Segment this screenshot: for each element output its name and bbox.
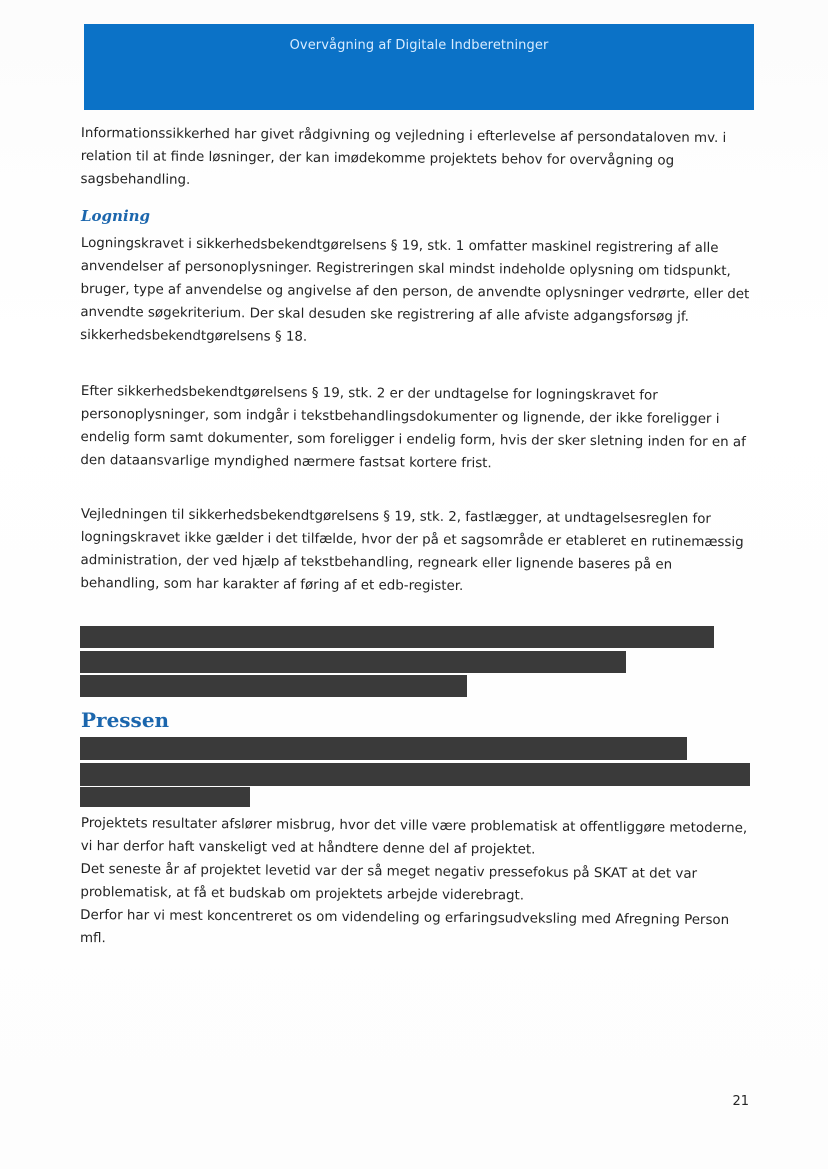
redaction-bar <box>80 651 626 673</box>
document-title: Overvågning af Digitale Indberetninger <box>289 38 549 53</box>
redaction-bar <box>80 787 250 807</box>
page-number: 21 <box>732 1094 749 1109</box>
logning-heading: Logning <box>81 207 151 225</box>
header-banner <box>84 24 754 110</box>
redaction-bar <box>80 675 467 697</box>
redaction-bar <box>80 763 750 786</box>
pressen-paragraph: Projektets resultater afslører misbrug, hvor det ville være problematisk at offentliggøre metoderne, vi har derfor haft vanskeligt ved at håndtere denne del af projektet. Det seneste år af projektet levetid var der så meget negativ pressefokus på SKAT at det var problematisk, at få et budskab om projektets arbejde viderebragt. Derfor har vi mest koncentreret os om videndeling og erfaringsudveksling med Afregning Person mfl. <box>79 815 748 947</box>
logning-paragraph-2: Efter sikkerhedsbekendtgørelsens § 19, stk. 2 er der undtagelse for logningskravet for personoplysninger, som indgår i tekstbehandlingsdokumenter og lignende, der ikke foreligger i endelig form samt dokumenter, som foreligger i endelig form, hvis der sker sletning inden for en af den dataansvarlige myndighed nærmere fastsat kortere frist. <box>80 383 746 472</box>
intro-paragraph: Informationssikkerhed har givet rådgivning og vejledning i efterlevelse af persondataloven mv. i relation til at finde løsninger, der kan imødekomme projektets behov for overvågning og sagsbehandling. <box>80 125 727 188</box>
redaction-bar <box>80 626 714 648</box>
pressen-heading: Pressen <box>81 708 170 732</box>
logning-paragraph-1: Logningskravet i sikkerhedsbekendtgørelsens § 19, stk. 1 omfatter maskinel registrering af alle anvendelser af personoplysninger. Registreringen skal mindst indeholde oplysning om tidspunkt, bruger, type af anvendelse og angivelse af den person, de anvendte oplysninger vedrørte, eller det anvendte søgekriterium. Der skal desuden ske registrering af alle afviste adgangsforsøg jf. sikkerhedsbekendtgørelsens § 18. <box>80 235 750 345</box>
redaction-bar <box>80 737 687 760</box>
logning-paragraph-3: Vejledningen til sikkerhedsbekendtgørelsens § 19, stk. 2, fastlægger, at undtagelsesreglen for logningskravet ikke gælder i det tilfælde, hvor der på et sagsområde er etableret en rutinemæssig administration, der ved hjælp af tekstbehandling, regneark eller lignende baseres på en behandling, som har karakter af føring af et edb-register. <box>80 506 744 595</box>
